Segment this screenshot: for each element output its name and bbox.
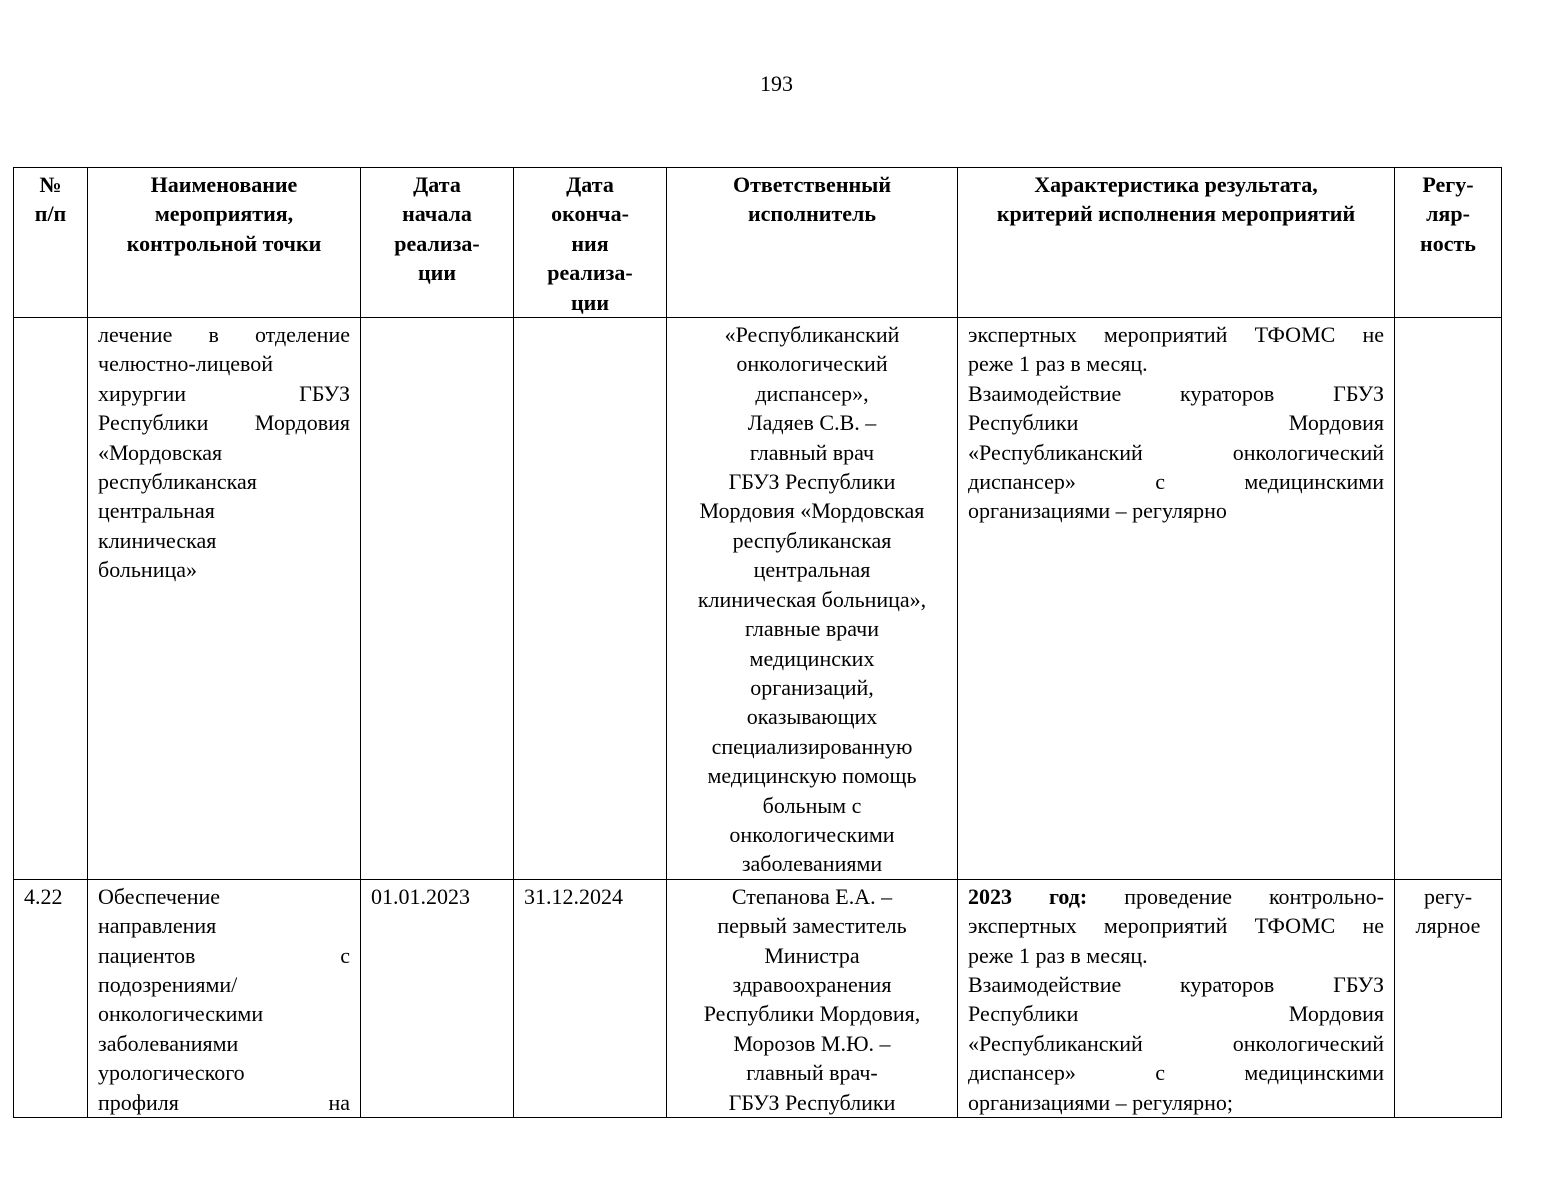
text-line: оказывающих (746, 704, 878, 730)
text-line: диспансер» с медицинскими (968, 469, 1384, 495)
cell-start-date: 01.01.2023 (361, 879, 514, 1117)
text-line: пациентов с (98, 942, 350, 968)
text-line: диспансер», (755, 380, 869, 406)
text-line: республиканская (732, 527, 892, 553)
text-line: онкологическими (98, 1001, 264, 1027)
header-result (958, 168, 1395, 318)
text-line: подозрениями/ (98, 971, 238, 997)
text-line: «Республиканский онкологический (968, 439, 1384, 465)
text-line: реже 1 раз в месяц. (968, 351, 1148, 377)
text-line: Взаимодействие кураторов ГБУЗ (968, 380, 1384, 406)
name-lines (98, 320, 350, 585)
text-line: Ладяев С.В. – (747, 410, 877, 436)
header-line: ния (571, 230, 609, 256)
text-line: заболеваниями (741, 851, 883, 877)
text-line: реже 1 раз в месяц. (968, 942, 1148, 968)
text-line: Республики Мордовия (968, 1001, 1384, 1027)
header-line: ции (417, 260, 457, 286)
result-year-label: 2023 год: (968, 883, 1088, 909)
text-line: экспертных мероприятий ТФОМС не (968, 322, 1384, 348)
text-line: Степанова Е.А. – (731, 883, 893, 909)
result-first-text: проведение контрольно- (1124, 883, 1384, 909)
text-line: диспансер» с медицинскими (968, 1060, 1384, 1086)
text-line: Морозов М.Ю. – (733, 1030, 891, 1056)
header-responsible (667, 168, 958, 318)
regularity-line: регу- (1423, 883, 1473, 909)
table-header-row (14, 168, 1502, 318)
text-line: клиническая (98, 527, 217, 553)
cell-start-date (361, 318, 514, 880)
result-first-line (968, 882, 1384, 911)
cell-end-date: 31.12.2024 (514, 879, 667, 1117)
cell-result (958, 879, 1395, 1117)
text-line: «Республиканский (724, 322, 900, 348)
text-line: хирургии ГБУЗ (98, 380, 350, 406)
text-line: Взаимодействие кураторов ГБУЗ (968, 971, 1384, 997)
text-line: организаций, (750, 674, 874, 700)
text-line: специализированную (711, 733, 913, 759)
header-number (14, 168, 88, 318)
header-line: ции (570, 289, 610, 315)
text-line: медицинскую помощь (707, 763, 917, 789)
text-line: Министра (764, 942, 860, 968)
text-line: больным с (762, 792, 862, 818)
text-line: Республики Мордовия, (703, 1001, 921, 1027)
text-line: «Республиканский онкологический (968, 1030, 1384, 1056)
header-name (88, 168, 361, 318)
text-line: Обеспечение (98, 883, 220, 909)
text-line: республиканская (98, 469, 257, 495)
cell-responsible (667, 318, 958, 880)
text-line: «Мордовская (98, 439, 223, 465)
text-line: онкологическими (729, 821, 895, 847)
text-line: ГБУЗ Республики (728, 1089, 896, 1115)
header-line: Характеристика результата, (1034, 172, 1318, 197)
responsible-lines (677, 320, 947, 879)
text-line: организациями – регулярно (968, 498, 1227, 524)
header-line: Наименование (150, 172, 298, 197)
text-line: организациями – регулярно; (968, 1089, 1233, 1115)
header-line: реализа- (547, 260, 633, 286)
text-line: главный врач (749, 439, 875, 465)
result-lines (968, 320, 1384, 526)
text-line: клиническая больница», (697, 586, 927, 612)
responsible-lines (677, 882, 947, 1117)
text-line: здравоохранения (732, 971, 892, 997)
header-line: ляр- (1426, 201, 1470, 227)
text-line: больница» (98, 557, 197, 583)
text-line: челюстно-лицевой (98, 351, 274, 377)
text-line: главный врач- (746, 1060, 878, 1086)
text-line: Республики Мордовия (968, 410, 1384, 436)
text-line: профиля на (98, 1089, 350, 1115)
header-line: мероприятия, (154, 201, 294, 227)
text-line: урологического (98, 1060, 245, 1086)
header-line: Дата (413, 172, 461, 197)
cell-result (958, 318, 1395, 880)
header-line: начала (402, 201, 472, 227)
name-lines (98, 882, 350, 1117)
table-row (14, 318, 1502, 880)
header-line: п/п (34, 201, 67, 227)
text-line: главные врачи (745, 616, 879, 642)
header-end-date (514, 168, 667, 318)
text-line: лечение в отделение (98, 322, 350, 348)
header-line: Регу- (1422, 172, 1474, 197)
header-line: исполнитель (747, 201, 877, 227)
regularity-line: лярное (1415, 913, 1481, 939)
page-number: 193 (760, 71, 793, 96)
header-regularity (1395, 168, 1502, 318)
text-line: Республики Мордовия (98, 410, 350, 436)
text-line: медицинских (749, 645, 875, 671)
text-line: Мордовия «Мордовская (699, 498, 925, 524)
cell-name (88, 318, 361, 880)
header-line: ность (1420, 230, 1476, 256)
text-line: заболеваниями (98, 1030, 239, 1056)
header-line: Ответственный (732, 172, 892, 197)
cell-responsible (667, 879, 958, 1117)
cell-end-date (514, 318, 667, 880)
measures-table (13, 167, 1502, 1118)
text-line: экспертных мероприятий ТФОМС не (968, 913, 1384, 939)
text-line: направления (98, 913, 217, 939)
header-line: контрольной точки (126, 230, 322, 256)
result-lines (968, 911, 1384, 1117)
cell-regularity (1395, 879, 1502, 1117)
header-line: критерий исполнения мероприятий (996, 201, 1356, 227)
cell-name (88, 879, 361, 1117)
cell-number: 4.22 (14, 879, 88, 1117)
cell-number (14, 318, 88, 880)
header-line: Дата (566, 172, 614, 197)
text-line: ГБУЗ Республики (728, 469, 896, 495)
text-line: онкологический (736, 351, 888, 377)
text-line: центральная (98, 498, 215, 524)
table-row (14, 879, 1502, 1117)
header-start-date (361, 168, 514, 318)
header-line: № (39, 172, 62, 197)
header-line: реализа- (394, 230, 480, 256)
cell-regularity (1395, 318, 1502, 880)
text-line: первый заместитель (717, 913, 907, 939)
text-line: центральная (753, 557, 871, 583)
header-line: оконча- (551, 201, 629, 227)
